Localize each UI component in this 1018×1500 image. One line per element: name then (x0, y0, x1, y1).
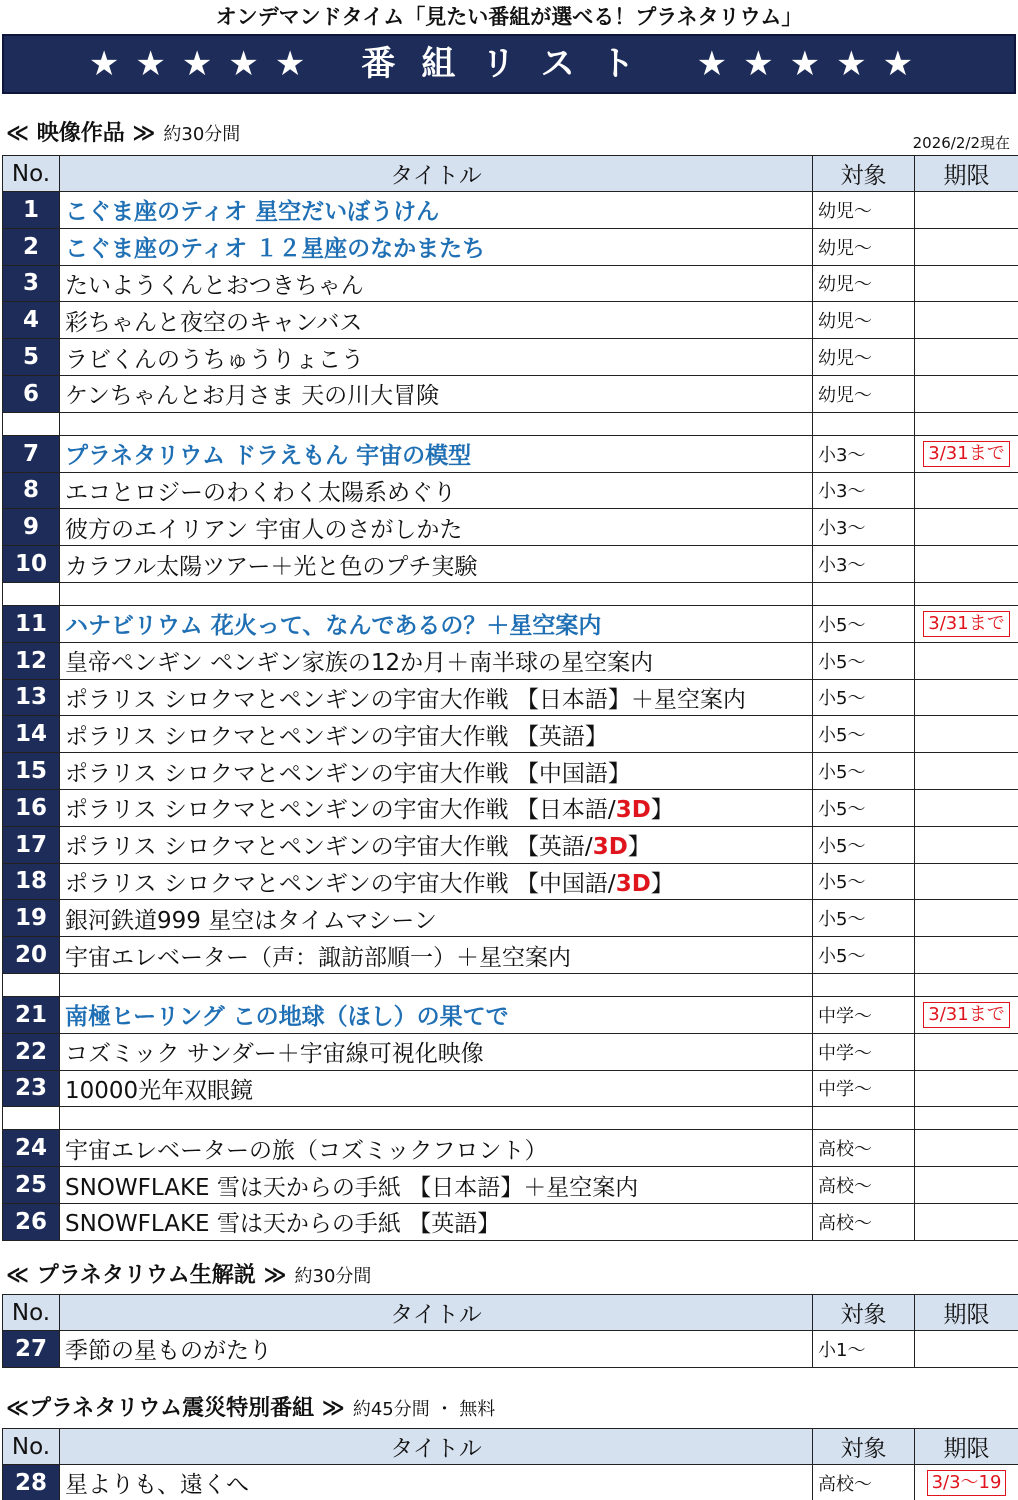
spacer-cell (3, 1107, 60, 1130)
program-limit (915, 509, 1018, 546)
program-title-text: 宇宙エレベーター（声：諏訪部順一）＋星空案内 (65, 944, 571, 971)
program-target: 幼児～ (813, 265, 915, 302)
table-row (3, 863, 1018, 900)
program-title (60, 826, 813, 863)
program-number: 17 (3, 826, 60, 863)
program-title-text: こぐま座のティオ 星空だいぼうけん (65, 199, 440, 226)
star-icons-right: ★★★★★ (696, 44, 930, 84)
program-title-text: 彩ちゃんと夜空のキャンバス (65, 309, 363, 336)
program-target: 小3～ (813, 509, 915, 546)
spacer-cell (3, 582, 60, 605)
program-title-text: 銀河鉄道999 星空はタイムマシーン (65, 907, 437, 934)
program-title-text: 彼方のエイリアン 宇宙人のさがしかた (65, 516, 463, 543)
col-header-limit: 期限 (915, 1429, 1018, 1465)
program-number: 26 (3, 1203, 60, 1240)
col-header-no: No. (3, 1295, 60, 1331)
col-header-target: 対象 (813, 156, 915, 192)
program-title (60, 1070, 813, 1107)
program-limit (915, 753, 1018, 790)
spacer-cell (60, 1107, 813, 1130)
program-target: 幼児～ (813, 302, 915, 339)
program-target: 小5～ (813, 716, 915, 753)
limit-badge: 3/31まで (923, 1002, 1009, 1028)
program-title (60, 716, 813, 753)
limit-badge: 3/31まで (923, 441, 1009, 467)
section-heading-live (6, 1261, 371, 1291)
program-target: 小3～ (813, 546, 915, 583)
program-title (60, 192, 813, 229)
program-target: 小5～ (813, 753, 915, 790)
star-icons-left: ★★★★★ (88, 44, 322, 84)
program-number: 23 (3, 1070, 60, 1107)
program-title-text: ポラリス シロクマとペンギンの宇宙大作戦 【日本語】＋星空案内 (65, 686, 746, 713)
program-number: 15 (3, 753, 60, 790)
program-target: 小3～ (813, 435, 915, 472)
program-limit (915, 375, 1018, 412)
program-number: 7 (3, 435, 60, 472)
table-row (3, 1070, 1018, 1107)
program-limit (915, 1070, 1018, 1107)
limit-badge: 3/31まで (923, 611, 1009, 637)
table-row (3, 1203, 1018, 1240)
table-row (3, 435, 1018, 472)
program-target: 小5～ (813, 863, 915, 900)
col-header-no: No. (3, 1429, 60, 1465)
program-number: 28 (3, 1465, 60, 1500)
program-title (60, 937, 813, 974)
program-target: 小5～ (813, 679, 915, 716)
program-title-text: ポラリス シロクマとペンギンの宇宙大作戦 【中国語】 (65, 760, 631, 787)
spacer-row (3, 412, 1018, 435)
program-title (60, 605, 813, 642)
program-title (60, 375, 813, 412)
program-limit (915, 996, 1018, 1033)
program-limit (915, 192, 1018, 229)
table-row (3, 192, 1018, 229)
program-target: 幼児～ (813, 339, 915, 376)
table-row (3, 753, 1018, 790)
program-title-text: 10000光年双眼鏡 (65, 1077, 254, 1104)
program-target: 小5～ (813, 937, 915, 974)
program-title-text: ポラリス シロクマとペンギンの宇宙大作戦 【英語/ (65, 834, 593, 861)
program-limit (915, 716, 1018, 753)
program-title (60, 1331, 813, 1368)
program-target: 小5～ (813, 900, 915, 937)
program-title-text: たいようくんとおつきちゃん (65, 272, 364, 299)
program-title (60, 753, 813, 790)
program-target: 幼児～ (813, 192, 915, 229)
program-limit (915, 1033, 1018, 1070)
program-target: 幼児～ (813, 375, 915, 412)
program-title (60, 1203, 813, 1240)
program-number: 16 (3, 789, 60, 826)
program-title (60, 302, 813, 339)
program-title-text: コズミック サンダー＋宇宙線可視化映像 (65, 1041, 484, 1068)
program-title-text: ポラリス シロクマとペンギンの宇宙大作戦 【英語】 (65, 723, 608, 750)
table-row (3, 716, 1018, 753)
program-title (60, 789, 813, 826)
table-row (3, 1130, 1018, 1167)
program-table-live (2, 1294, 1018, 1368)
table-row (3, 642, 1018, 679)
program-title-text: カラフル太陽ツアー＋光と色のプチ実験 (65, 553, 478, 580)
table-row (3, 1167, 1018, 1204)
program-number: 18 (3, 863, 60, 900)
col-header-title: タイトル (60, 1295, 813, 1331)
spacer-cell (60, 973, 813, 996)
program-limit (915, 265, 1018, 302)
program-number: 10 (3, 546, 60, 583)
col-header-target: 対象 (813, 1429, 915, 1465)
spacer-cell (915, 973, 1018, 996)
program-number: 20 (3, 937, 60, 974)
table-header-row (3, 1429, 1018, 1465)
program-title (60, 679, 813, 716)
program-target: 小5～ (813, 826, 915, 863)
program-title (60, 546, 813, 583)
table-row (3, 375, 1018, 412)
spacer-cell (60, 582, 813, 605)
as-of-date: 2026/2/2現在 (912, 134, 1010, 152)
program-table-video (2, 155, 1018, 1241)
program-number: 4 (3, 302, 60, 339)
program-title (60, 642, 813, 679)
table-row (3, 1033, 1018, 1070)
program-title-end: 】 (650, 797, 674, 824)
title-banner (2, 34, 1016, 94)
program-target: 小5～ (813, 605, 915, 642)
col-header-title: タイトル (60, 1429, 813, 1465)
program-limit (915, 339, 1018, 376)
program-target: 高校～ (813, 1465, 915, 1500)
program-number: 9 (3, 509, 60, 546)
program-title (60, 435, 813, 472)
program-limit (915, 789, 1018, 826)
program-number: 21 (3, 996, 60, 1033)
page-caption: オンデマンドタイム「見たい番組が選べる！プラネタリウム」 (215, 5, 803, 29)
section-name: ≪プラネタリウム震災特別番組 ≫ (6, 1396, 345, 1421)
program-number: 3 (3, 265, 60, 302)
program-target: 中学～ (813, 1033, 915, 1070)
program-title (60, 472, 813, 509)
program-title (60, 265, 813, 302)
program-title (60, 228, 813, 265)
program-target: 小1～ (813, 1331, 915, 1368)
program-title-text: ケンちゃんとお月さま 天の川大冒険 (65, 383, 440, 410)
program-title-3d: 3D (615, 870, 651, 897)
program-title (60, 339, 813, 376)
section-duration: 約30分間 (294, 1266, 372, 1287)
table-header-row (3, 156, 1018, 192)
program-target: 高校～ (813, 1167, 915, 1204)
program-target: 幼児～ (813, 228, 915, 265)
program-title (60, 1130, 813, 1167)
spacer-cell (3, 973, 60, 996)
program-title-text: 南極ヒーリング この地球（ほし）の果てで (65, 1004, 509, 1031)
table-header-row (3, 1295, 1018, 1331)
program-limit (915, 605, 1018, 642)
program-limit (915, 472, 1018, 509)
program-target: 小5～ (813, 789, 915, 826)
program-limit (915, 1465, 1018, 1500)
program-number: 6 (3, 375, 60, 412)
table-row (3, 605, 1018, 642)
program-title (60, 863, 813, 900)
table-row (3, 1331, 1018, 1368)
spacer-cell (813, 1107, 915, 1130)
col-header-limit: 期限 (915, 156, 1018, 192)
limit-badge: 3/3～19 (927, 1470, 1007, 1496)
program-number: 5 (3, 339, 60, 376)
table-row (3, 546, 1018, 583)
program-title-text: エコとロジーのわくわく太陽系めぐり (65, 479, 456, 506)
program-number: 8 (3, 472, 60, 509)
program-limit (915, 302, 1018, 339)
table-row (3, 900, 1018, 937)
table-row (3, 472, 1018, 509)
program-limit (915, 679, 1018, 716)
section-heading-video (6, 119, 240, 149)
program-limit (915, 937, 1018, 974)
spacer-cell (915, 1107, 1018, 1130)
program-title (60, 900, 813, 937)
col-header-target: 対象 (813, 1295, 915, 1331)
program-limit (915, 1167, 1018, 1204)
program-number: 14 (3, 716, 60, 753)
program-title (60, 1033, 813, 1070)
program-number: 2 (3, 228, 60, 265)
section-duration: 約45分間 ・ 無料 (352, 1399, 496, 1420)
table-row (3, 302, 1018, 339)
program-number: 19 (3, 900, 60, 937)
table-row (3, 228, 1018, 265)
spacer-row (3, 1107, 1018, 1130)
spacer-row (3, 582, 1018, 605)
program-table-special (2, 1428, 1018, 1500)
spacer-cell (813, 582, 915, 605)
table-row (3, 937, 1018, 974)
col-header-limit: 期限 (915, 1295, 1018, 1331)
program-number: 22 (3, 1033, 60, 1070)
spacer-cell (915, 582, 1018, 605)
spacer-cell (60, 412, 813, 435)
section-name: ≪ 映像作品 ≫ (6, 121, 156, 146)
program-target: 小3～ (813, 472, 915, 509)
program-title-3d: 3D (592, 834, 628, 861)
program-title-text: 季節の星ものがたり (65, 1338, 272, 1365)
program-limit (915, 863, 1018, 900)
table-row (3, 826, 1018, 863)
program-title-text: プラネタリウム ドラえもん 宇宙の模型 (65, 443, 472, 470)
program-title-text: 星よりも、遠くへ (65, 1472, 249, 1499)
page-title: 番組リスト (361, 44, 661, 84)
program-title (60, 996, 813, 1033)
program-number: 13 (3, 679, 60, 716)
program-limit (915, 546, 1018, 583)
program-title (60, 509, 813, 546)
program-limit (915, 228, 1018, 265)
program-number: 1 (3, 192, 60, 229)
program-number: 12 (3, 642, 60, 679)
spacer-cell (813, 973, 915, 996)
program-title-text: ハナビリウム 花火って、なんであるの？＋星空案内 (65, 613, 602, 640)
col-header-no: No. (3, 156, 60, 192)
program-target: 中学～ (813, 996, 915, 1033)
program-limit (915, 1331, 1018, 1368)
program-title-3d: 3D (615, 797, 651, 824)
program-title-text: SNOWFLAKE 雪は天からの手紙 【英語】 (65, 1211, 501, 1238)
program-title-end: 】 (650, 870, 674, 897)
program-limit (915, 435, 1018, 472)
section-heading-special (6, 1394, 495, 1424)
table-row (3, 1465, 1018, 1500)
table-row (3, 679, 1018, 716)
table-row (3, 339, 1018, 376)
program-title (60, 1465, 813, 1500)
program-number: 24 (3, 1130, 60, 1167)
spacer-cell (813, 412, 915, 435)
col-header-title: タイトル (60, 156, 813, 192)
program-target: 小5～ (813, 642, 915, 679)
program-title-text: ポラリス シロクマとペンギンの宇宙大作戦 【中国語/ (65, 870, 616, 897)
section-name: ≪ プラネタリウム生解説 ≫ (6, 1263, 287, 1288)
program-number: 11 (3, 605, 60, 642)
program-target: 中学～ (813, 1070, 915, 1107)
program-limit (915, 826, 1018, 863)
table-row (3, 996, 1018, 1033)
program-limit (915, 900, 1018, 937)
program-title-text: 宇宙エレベーターの旅（コズミックフロント） (65, 1137, 548, 1164)
program-title-text: こぐま座のティオ １２星座のなかまたち (65, 236, 486, 263)
spacer-row (3, 973, 1018, 996)
table-row (3, 789, 1018, 826)
section-duration: 約30分間 (163, 124, 241, 145)
program-title-end: 】 (627, 834, 651, 861)
spacer-cell (3, 412, 60, 435)
program-title-text: SNOWFLAKE 雪は天からの手紙 【日本語】＋星空案内 (65, 1174, 639, 1201)
program-limit (915, 1130, 1018, 1167)
table-row (3, 265, 1018, 302)
program-title (60, 1167, 813, 1204)
program-number: 25 (3, 1167, 60, 1204)
program-title-text: 皇帝ペンギン ペンギン家族の12か月＋南半球の星空案内 (65, 650, 654, 677)
program-limit (915, 1203, 1018, 1240)
table-row (3, 509, 1018, 546)
program-title-text: ポラリス シロクマとペンギンの宇宙大作戦 【日本語/ (65, 797, 616, 824)
program-target: 高校～ (813, 1130, 915, 1167)
program-number: 27 (3, 1331, 60, 1368)
spacer-cell (915, 412, 1018, 435)
program-limit (915, 642, 1018, 679)
program-title-text: ラビくんのうちゅうりょこう (65, 346, 364, 373)
program-target: 高校～ (813, 1203, 915, 1240)
